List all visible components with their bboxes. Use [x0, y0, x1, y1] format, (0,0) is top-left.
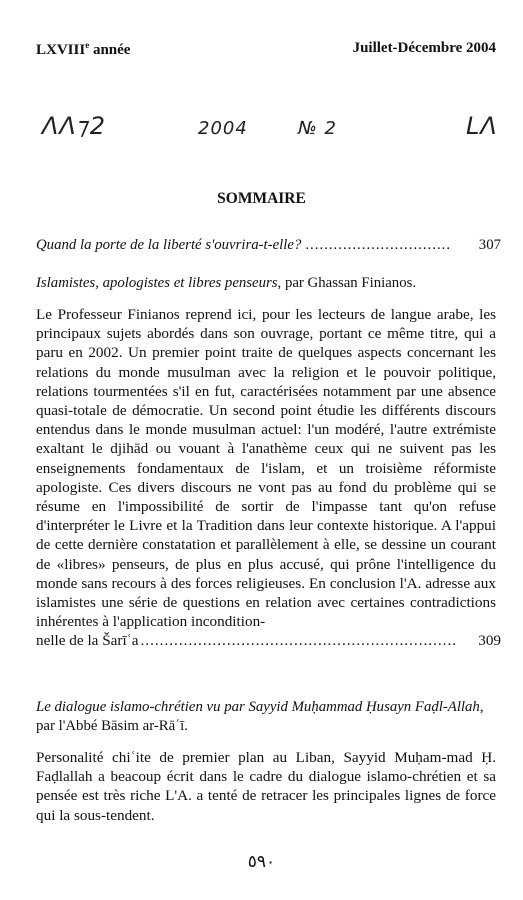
- header-volume: LXVIIIe année: [36, 40, 131, 58]
- handwritten-note-left: ΛΛ⁊2: [42, 112, 107, 140]
- handwritten-note-issue: № 2: [298, 118, 337, 139]
- toc-entry-2-heading: [36, 274, 496, 293]
- toc-entry-1: [36, 236, 501, 255]
- toc-entry-3-byline: , par l'Abbé Bāsim ar-Rāʿī.: [36, 699, 484, 734]
- toc-entry-2-summary: Le Professeur Finianos reprend ici, pour les lecteurs de langue arabe, les principaux sujets abordés dans son ouvrage, portant ce même titre, qui a paru en 2002. Un premier point traite de quelques aspects concernant les relations du monde musulman avec la religion et le pouvoir politique, relations tourmentées s'il en fut, caractérisées notamment par une absence quasi-totale de démocratie. Un second point étudie les différents discours entendus dans le monde musulman actuel: l'un modéré, l'autre extrémiste exaltant le djihād ou vouant à l'anathème ceux qui ne suivent pas les enseignements fondamentaux de l'islam, et un troisième réformiste apologiste. Ces divers discours ne vont pas au fond du problème qui se résume en l'impossibilité de sortir de l'impasse tant qu'on refuse d'interpréter le Livre et la Tradition dans leur contexte historique. A l'appui de cette dernière constatation et parallèlement à elle, se dessine un courant de «libres» penseurs, de plus en plus accusé, qui prône l'intelligence du monde sans recours à des forces religieuses. En conclusion l'A. adresse aux islamistes une série de questions en relation avec certaines contradictions inhérentes à l'application incondition-: [36, 306, 496, 631]
- toc-entry-3: [36, 698, 496, 825]
- toc-entry-2-page: 309: [478, 632, 501, 650]
- page-title: SOMMAIRE: [217, 190, 306, 207]
- toc-entry-2-byline: , par Ghassan Finianos.: [277, 275, 417, 291]
- footer-page-number: ٥٩٠: [247, 852, 276, 872]
- toc-entry-3-heading: [36, 698, 496, 736]
- toc-entry-2-summary-end: nelle de la Šarīʿa: [36, 632, 139, 650]
- toc-entry-3-title: Le dialogue islamo-chrétien vu par Sayyid Muḥammad Ḥusayn Faḍl-Allah: [36, 699, 480, 715]
- toc-entry-1-page: 307: [478, 237, 501, 253]
- toc-entry-2: [36, 274, 501, 651]
- toc-entry-3-summary: Personalité chiʿite de premier plan au Liban, Sayyid Muḥam-mad Ḥ. Faḍlallah a beacoup écrit dans le cadre du dialogue islamo-chrétien et sa pensée est très riche L'A. a tenté de retracer les principales lignes de force qui la sous-tendent.: [36, 749, 496, 824]
- header-date: Juillet-Décembre 2004: [352, 40, 496, 56]
- dot-leader: [305, 236, 452, 255]
- toc-entry-2-title: Islamistes, apologistes et libres penseurs: [36, 275, 278, 291]
- toc-entry-1-title: Quand la porte de la liberté s'ouvrira-t-elle?: [36, 237, 302, 253]
- handwritten-note-right: LΛ: [466, 112, 498, 140]
- dot-leader: [140, 631, 456, 650]
- handwritten-note-year: 2004: [198, 118, 248, 139]
